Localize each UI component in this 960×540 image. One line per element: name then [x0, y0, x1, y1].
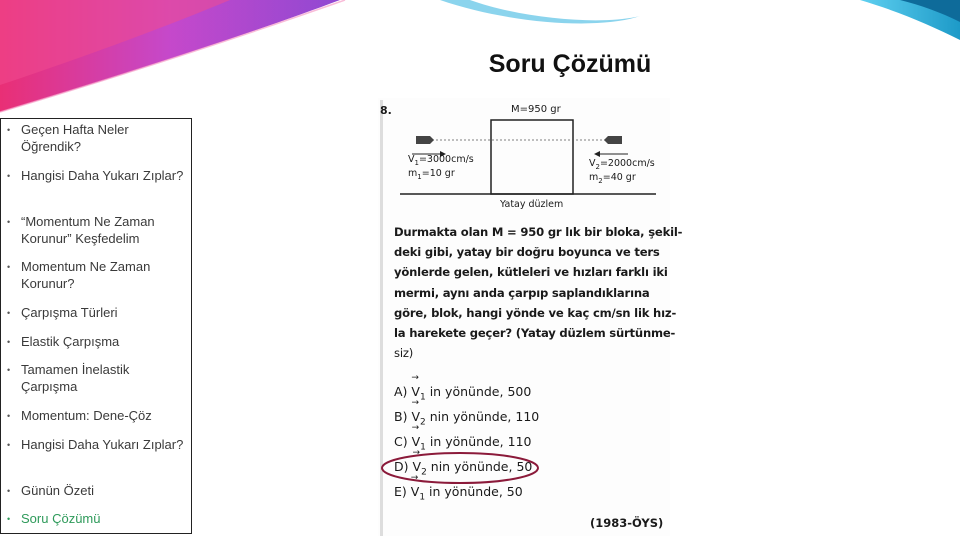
question-line: la harekete geçer? (Yatay düzlem sürtünme- [394, 326, 676, 341]
question-line: mermi, aynı anda çarpıp saplandıklarına [394, 285, 650, 300]
nav-item-inelastik-carpisma[interactable] [7, 362, 187, 395]
nav-item-dene-coz[interactable] [7, 408, 187, 425]
bullet-icon: • [7, 337, 11, 347]
left-velocity-label: $V_1=3000cm/s$ [408, 154, 474, 167]
right-swoosh-thin [440, 0, 640, 23]
bullet-icon: • [7, 217, 11, 227]
question-text [394, 222, 683, 363]
block-rect [491, 120, 573, 194]
question-source: (1983-ÖYS) [590, 516, 664, 530]
left-mass-label: $m_1=10$ gr [408, 168, 455, 181]
nav-item-label: Hangisi Daha Yukarı Zıplar? [21, 168, 184, 183]
question-line: deki gibi, yatay bir doğru boyunca ve ters [394, 245, 660, 260]
nav-item-momentum-korunur[interactable] [7, 259, 187, 292]
option-c[interactable]: $C) \to V_1$ in yönünde, 110 [394, 434, 531, 453]
slide-title: Soru Çözümü [488, 50, 652, 78]
bullet-icon: • [7, 514, 11, 524]
nav-item-label: “Momentum Ne Zaman Korunur” Keşfedelim [21, 214, 155, 246]
nav-item-label: Tamamen İnelastik Çarpışma [21, 362, 130, 394]
right-bullet-icon [604, 136, 622, 144]
bullet-icon: • [7, 125, 11, 135]
nav-item-label: Çarpışma Türleri [21, 305, 118, 320]
nav-item-label: Elastik Çarpışma [21, 334, 120, 349]
nav-item-label: Günün Özeti [21, 483, 94, 498]
option-d[interactable]: $D) \to V_2$ nin yönünde, 50 [394, 459, 532, 478]
right-velocity-label: $V_2=2000cm/s$ [589, 158, 655, 171]
nav-item-gecen-hafta[interactable] [7, 122, 187, 155]
bullet-icon: • [7, 171, 11, 181]
slide-navigation-panel [0, 118, 192, 534]
nav-item-hangisi-daha-yukari[interactable] [7, 168, 187, 185]
nav-item-soru-cozumu[interactable] [7, 511, 187, 528]
nav-item-label: Momentum Ne Zaman Korunur? [21, 259, 151, 291]
nav-item-label: Geçen Hafta Neler Öğrendik? [21, 122, 129, 154]
question-line: göre, blok, hangi yönde ve kaç cm/sn lik hız- [394, 305, 677, 320]
option-a[interactable]: $A) \to V_1$ in yönünde, 500 [394, 384, 531, 403]
nav-item-carpisma-turleri[interactable] [7, 305, 187, 322]
option-b[interactable]: $B) \to V_2$ nin yönünde, 110 [394, 409, 539, 428]
option-e[interactable]: $E) \to V_1$ in yönünde, 50 [394, 484, 523, 503]
nav-item-label: Soru Çözümü [21, 511, 101, 526]
question-line: yönlerde gelen, kütleleri ve hızları farklı iki [394, 265, 668, 280]
left-bullet-icon [416, 136, 434, 144]
nav-item-elastik-carpisma[interactable] [7, 334, 187, 351]
question-number: 8. [380, 104, 392, 117]
right-mass-label: $m_2=40$ gr [589, 172, 636, 185]
bullet-icon: • [7, 365, 11, 375]
question-scan-image [378, 98, 683, 536]
bullet-icon: • [7, 440, 11, 450]
bullet-icon: • [7, 308, 11, 318]
nav-item-momentum-kesfedelim[interactable] [7, 214, 187, 247]
bullet-icon: • [7, 262, 11, 272]
nav-item-label: Hangisi Daha Yukarı Zıplar? [21, 437, 184, 452]
ground-label: Yatay düzlem [500, 199, 564, 210]
nav-item-gunun-ozeti[interactable] [7, 483, 187, 500]
question-line: Durmakta olan M = 950 gr lık bir bloka, şekil- [394, 225, 683, 239]
bullet-icon: • [7, 486, 11, 496]
block-mass-label: M=950 gr [511, 104, 561, 115]
nav-item-hangisi-daha-yukari-2[interactable] [7, 437, 187, 454]
bullet-icon: • [7, 411, 11, 421]
question-line: siz) [394, 346, 414, 361]
nav-item-label: Momentum: Dene-Çöz [21, 408, 152, 423]
